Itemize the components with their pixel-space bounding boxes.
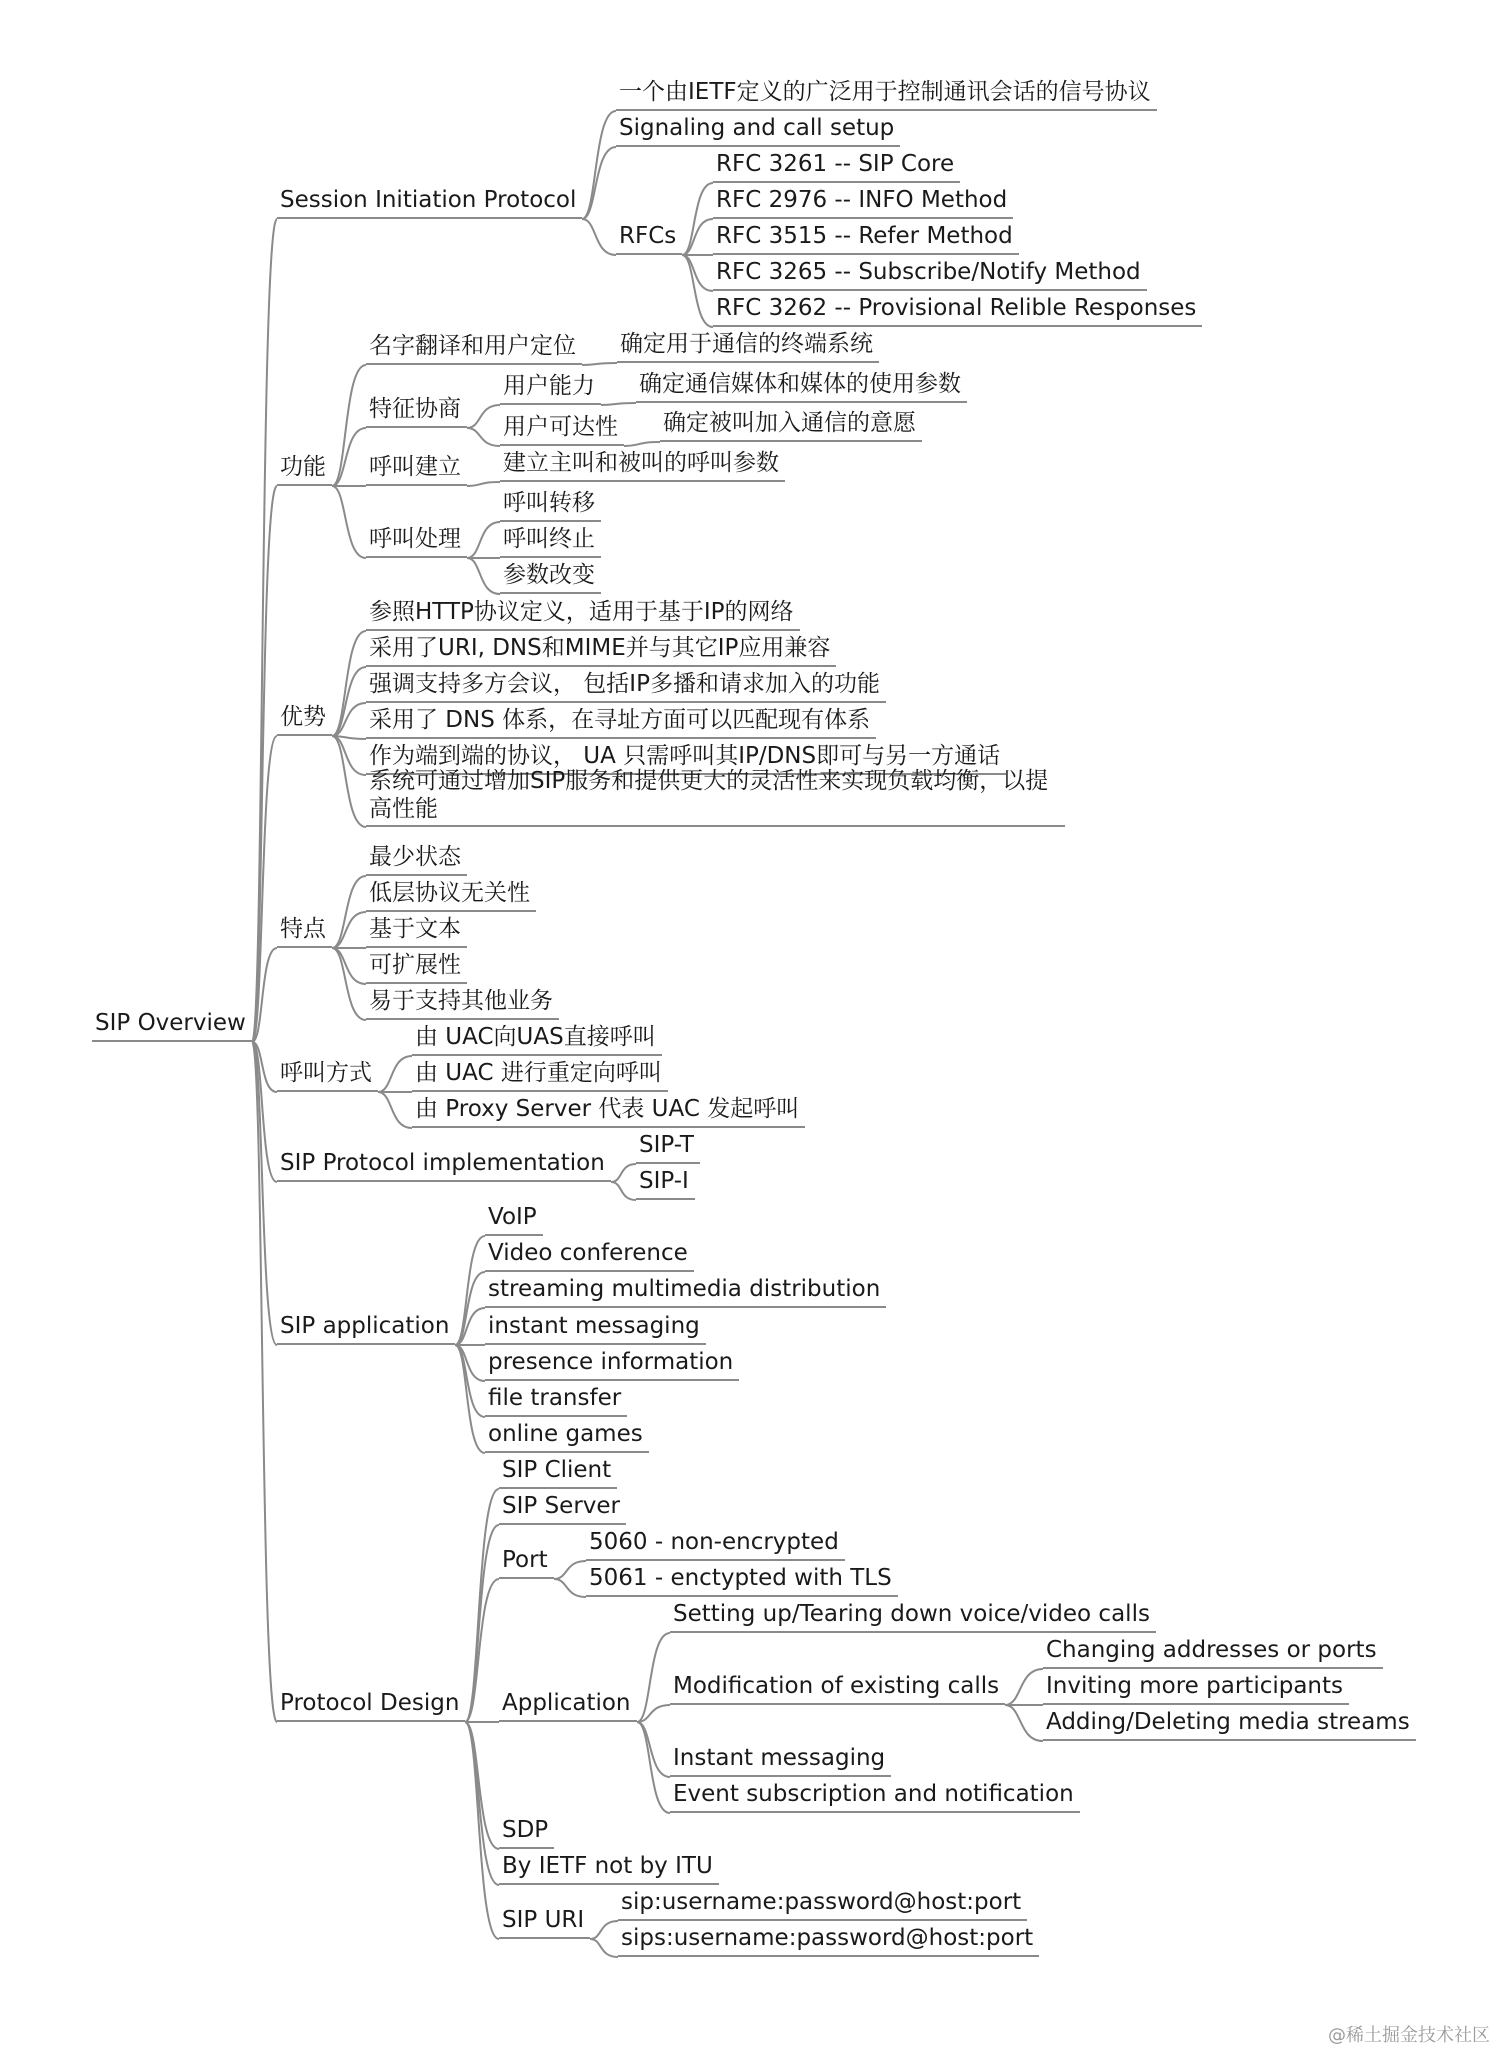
- node-changing-addresses-or-ports: Changing addresses or ports: [1043, 1635, 1383, 1669]
- node-event-subscription-and-notification: Event subscription and notification: [670, 1779, 1080, 1813]
- node-session-initiation-protocol: Session Initiation Protocol: [277, 185, 582, 219]
- watermark: @稀土掘金技术社区: [1328, 2025, 1490, 2046]
- node-sip-application: SIP application: [277, 1311, 455, 1345]
- node-presence-information: presence information: [485, 1347, 739, 1381]
- node-protocol-design: Protocol Design: [277, 1688, 465, 1722]
- node-setting-up-tearing-down-voice-video-calls: Setting up/Tearing down voice/video calls: [670, 1599, 1156, 1633]
- node-sections-1-children-0: 名字翻译和用户定位: [366, 331, 582, 365]
- node-sections-3-children-2: 基于文本: [366, 914, 467, 948]
- node-inviting-more-participants: Inviting more participants: [1043, 1671, 1349, 1705]
- connector-line: [1005, 1705, 1043, 1741]
- node-ietf: 一个由IETF定义的广泛用于控制通讯会话的信号协议: [616, 77, 1157, 111]
- node-rfc-3261-sip-core: RFC 3261 -- SIP Core: [713, 149, 960, 183]
- connector-line: [467, 558, 500, 594]
- node-sip-username-password-host-port: sip:username:password@host:port: [618, 1887, 1027, 1921]
- connector-line: [467, 405, 500, 428]
- connector-line: [582, 111, 616, 219]
- connector-line: [252, 486, 277, 1042]
- connector-line: [554, 1561, 586, 1579]
- node-sip-protocol-implementation: SIP Protocol implementation: [277, 1148, 611, 1182]
- node-sections-1-children-3-children-0: 呼叫转移: [500, 488, 601, 522]
- connector-line: [611, 1182, 636, 1200]
- connector-line: [611, 1164, 636, 1182]
- connector-line: [332, 948, 366, 984]
- node-dns: 采用了 DNS 体系，在寻址方面可以匹配现有体系: [366, 705, 876, 739]
- connector-line: [465, 1489, 499, 1722]
- node-sections-1: 功能: [277, 452, 332, 486]
- node-5061-enctypted-with-tls: 5061 - enctypted with TLS: [586, 1563, 898, 1597]
- connector-line: [332, 486, 366, 558]
- node-sip-t: SIP-T: [636, 1130, 700, 1164]
- connector-line: [590, 1939, 618, 1957]
- connector-line: [467, 482, 500, 486]
- node-sections-3-children-0: 最少状态: [366, 842, 467, 876]
- node-instant-messaging: instant messaging: [485, 1311, 706, 1345]
- node-signaling-and-call-setup: Signaling and call setup: [616, 113, 900, 147]
- node-sections-1-children-3: 呼叫处理: [366, 524, 467, 558]
- node-modification-of-existing-calls: Modification of existing calls: [670, 1671, 1005, 1705]
- node-streaming-multimedia-distribution: streaming multimedia distribution: [485, 1274, 886, 1308]
- connector-line: [624, 442, 660, 446]
- connector-line: [332, 736, 366, 827]
- node-sdp: SDP: [499, 1815, 554, 1849]
- connector-line: [637, 1633, 670, 1722]
- connector-line: [378, 1056, 412, 1092]
- node-5060-non-encrypted: 5060 - non-encrypted: [586, 1527, 845, 1561]
- connector-line: [467, 522, 500, 558]
- node-application: Application: [499, 1688, 637, 1722]
- node-sip-client: SIP Client: [499, 1455, 617, 1489]
- node-video-conference: Video conference: [485, 1238, 694, 1272]
- node-sections-1-children-3-children-2: 参数改变: [500, 560, 601, 594]
- node-adding-deleting-media-streams: Adding/Deleting media streams: [1043, 1707, 1416, 1741]
- root-node: SIP Overview: [92, 1008, 252, 1042]
- node-sections-1-children-0-children-0: 确定用于通信的终端系统: [617, 329, 879, 363]
- connector-line: [467, 428, 500, 446]
- connector-line: [455, 1236, 485, 1345]
- connector-line: [601, 403, 636, 405]
- node-sections-1-children-1-children-1: 用户可达性: [500, 412, 624, 446]
- node-sip-server: SIP Server: [499, 1491, 626, 1525]
- node-ua-ip-dns: 作为端到端的协议， UA 只需呼叫其IP/DNS即可与另一方通话: [366, 741, 1006, 775]
- node-rfc-3515-refer-method: RFC 3515 -- Refer Method: [713, 221, 1019, 255]
- node-sections-1-children-1-children-0-children-0: 确定通信媒体和媒体的使用参数: [636, 369, 967, 403]
- connector-line: [332, 428, 366, 486]
- node-http-ip: 参照HTTP协议定义，适用于基于IP的网络: [366, 597, 800, 631]
- node-sections-3: 特点: [277, 914, 332, 948]
- node-uri-dns-mime-ip: 采用了URI, DNS和MIME并与其它IP应用兼容: [366, 633, 836, 667]
- connector-line: [332, 365, 366, 486]
- node-uac-uas: 由 UAC向UAS直接呼叫: [412, 1022, 662, 1056]
- connector-line: [378, 1092, 412, 1128]
- node-sections-4: 呼叫方式: [277, 1058, 378, 1092]
- node-sips-username-password-host-port: sips:username:password@host:port: [618, 1923, 1039, 1957]
- node-rfc-2976-info-method: RFC 2976 -- INFO Method: [713, 185, 1013, 219]
- node-online-games: online games: [485, 1419, 649, 1453]
- node-uac: 由 UAC 进行重定向呼叫: [412, 1058, 668, 1092]
- connector-line: [554, 1579, 586, 1597]
- node-sections-1-children-2-children-0: 建立主叫和被叫的呼叫参数: [500, 448, 785, 482]
- node-sip: 系统可通过增加SIP服务和提供更大的灵活性来实现负载均衡，以提高性能: [366, 767, 1065, 827]
- node-sections-1-children-1-children-0: 用户能力: [500, 371, 601, 405]
- node-sections-3-children-3: 可扩展性: [366, 950, 467, 984]
- connector-line: [252, 219, 277, 1042]
- node-instant-messaging: Instant messaging: [670, 1743, 891, 1777]
- node-sections-1-children-1-children-1-children-0: 确定被叫加入通信的意愿: [660, 408, 922, 442]
- node-sections-2: 优势: [277, 702, 332, 736]
- node-rfcs: RFCs: [616, 221, 682, 255]
- node-port: Port: [499, 1545, 554, 1579]
- connector-line: [1005, 1669, 1043, 1705]
- node-voip: VoIP: [485, 1202, 543, 1236]
- connector-line: [332, 631, 366, 736]
- node-sip-i: SIP-I: [636, 1166, 695, 1200]
- node-ip: 强调支持多方会议， 包括IP多播和请求加入的功能: [366, 669, 886, 703]
- node-sections-1-children-3-children-1: 呼叫终止: [500, 524, 601, 558]
- connector-line: [637, 1722, 670, 1813]
- connector-line: [455, 1345, 485, 1453]
- node-rfc-3265-subscribe-notify-method: RFC 3265 -- Subscribe/Notify Method: [713, 257, 1147, 291]
- connector-line: [332, 667, 366, 736]
- node-sections-3-children-4: 易于支持其他业务: [366, 986, 559, 1020]
- node-by-ietf-not-by-itu: By IETF not by ITU: [499, 1851, 719, 1885]
- connector-line: [582, 147, 616, 219]
- node-sip-uri: SIP URI: [499, 1905, 590, 1939]
- connector-line: [590, 1921, 618, 1939]
- connector-line: [332, 912, 366, 948]
- node-rfc-3262-provisional-relible-responses: RFC 3262 -- Provisional Relible Responses: [713, 293, 1202, 327]
- connector-line: [637, 1722, 670, 1777]
- node-sections-3-children-1: 低层协议无关性: [366, 878, 536, 912]
- node-proxy-server-uac: 由 Proxy Server 代表 UAC 发起呼叫: [412, 1094, 805, 1128]
- node-sections-1-children-2: 呼叫建立: [366, 452, 467, 486]
- connector-line: [582, 363, 617, 365]
- node-sections-1-children-1: 特征协商: [366, 394, 467, 428]
- connector-line: [582, 219, 616, 255]
- node-file-transfer: file transfer: [485, 1383, 627, 1417]
